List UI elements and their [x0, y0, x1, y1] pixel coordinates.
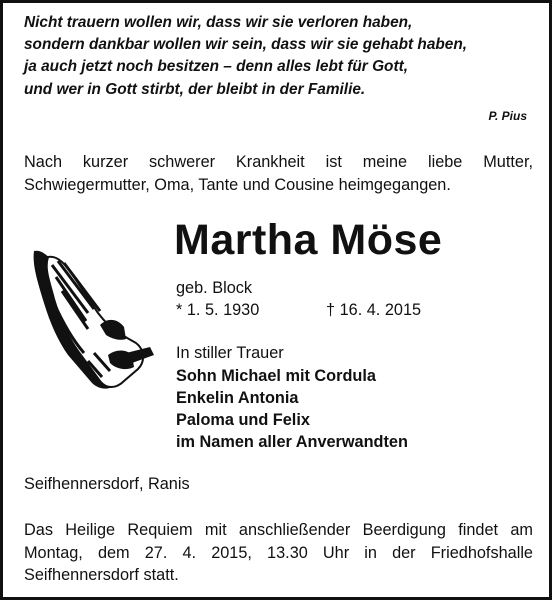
- announcement-text: [24, 151, 533, 196]
- quote-line: und wer in Gott stirbt, der bleibt in der Familie.: [24, 80, 366, 98]
- funeral-line: Das Heilige Requiem mit anschließender Beerdigung findet am: [24, 521, 533, 539]
- funeral-line: Seifhennersdorf statt.: [24, 566, 179, 584]
- life-dates: [176, 299, 422, 321]
- quote-line: ja auch jetzt noch besitzen – denn alles lebt für Gott,: [24, 58, 408, 76]
- announcement-line: Nach kurzer schwerer Krankheit ist meine liebe Mutter,: [24, 153, 533, 171]
- mourning-heading: In stiller Trauer: [176, 344, 284, 363]
- funeral-info: [24, 519, 533, 587]
- birth-date: * 1. 5. 1930: [176, 301, 260, 320]
- maiden-name: geb. Block: [176, 279, 253, 297]
- quote-author: P. Pius: [488, 109, 527, 123]
- funeral-line: Montag, dem 27. 4. 2015, 13.30 Uhr in der Friedhofshalle: [24, 543, 533, 562]
- mourner-line: im Namen aller Anverwandten: [176, 433, 408, 452]
- quote-line: Nicht trauern wollen wir, dass wir sie verloren haben,: [24, 14, 413, 31]
- memorial-quote: [24, 12, 534, 101]
- announcement-line: Schwiegermutter, Oma, Tante und Cousine heimgegangen.: [24, 175, 451, 194]
- deceased-details: [176, 277, 422, 453]
- mourner-line: Paloma und Felix: [176, 411, 310, 429]
- mourner-line: Enkelin Antonia: [176, 388, 299, 407]
- praying-hands-icon: [28, 243, 156, 393]
- death-date: † 16. 4. 2015: [326, 301, 422, 320]
- place-line: Seifhennersdorf, Ranis: [24, 475, 190, 493]
- mourner-line: Sohn Michael mit Cordula: [176, 366, 376, 385]
- quote-line: sondern dankbar wollen wir sein, dass wir sie gehabt haben,: [24, 36, 468, 54]
- deceased-name: Martha Möse: [174, 216, 443, 264]
